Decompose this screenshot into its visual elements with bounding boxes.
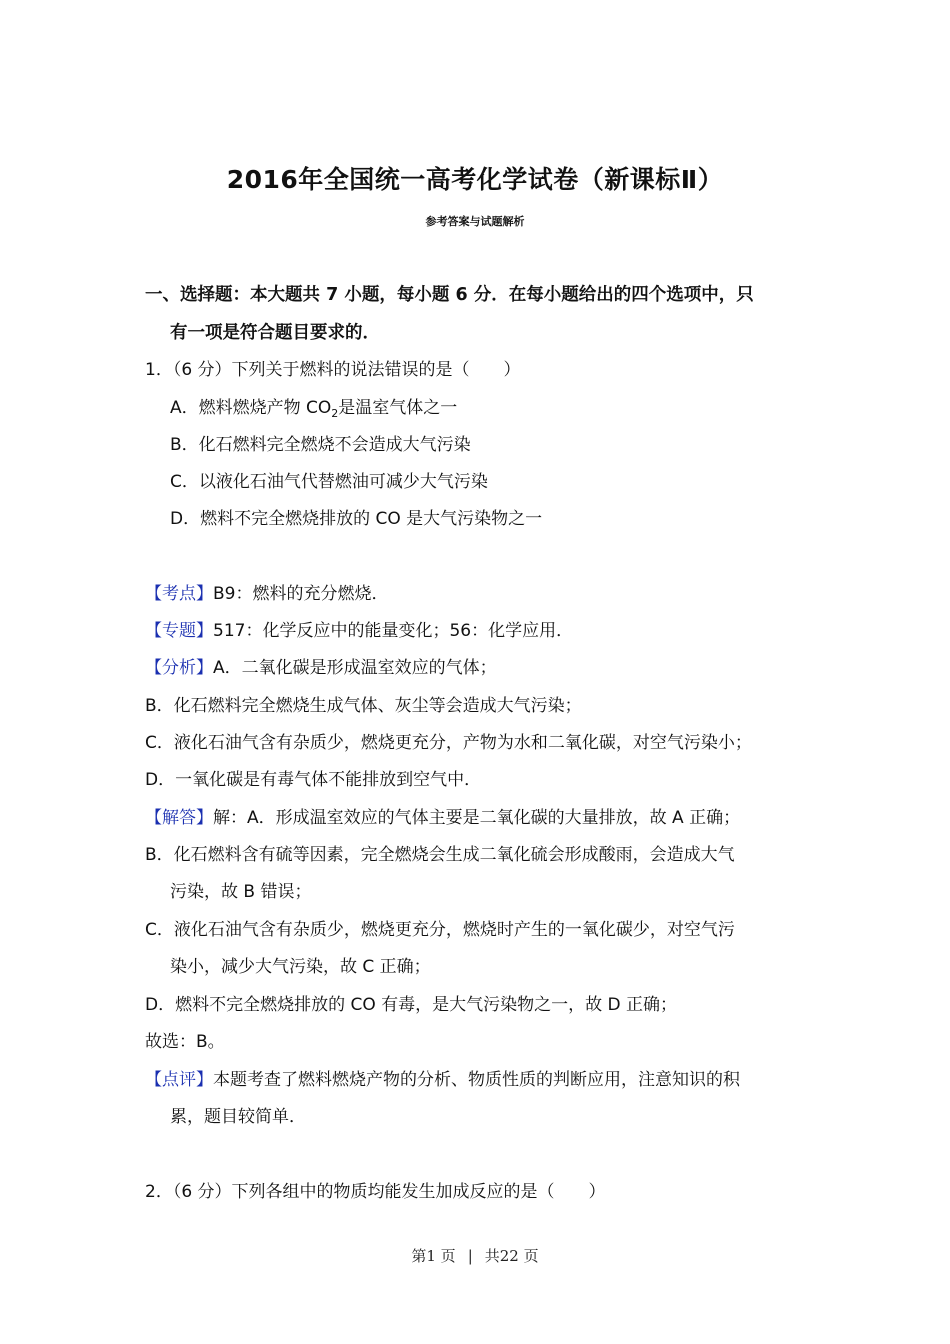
q1-option-b: B．化石燃料完全燃烧不会造成大气污染 [170, 435, 471, 455]
dianping-tag: 【点评】 [145, 1070, 213, 1090]
q1-jieda-c-line1: C．液化石油气含有杂质少，燃烧更充分，燃烧时产生的一氧化碳少，对空气污 [145, 920, 735, 940]
section-heading-line2: 有一项是符合题目要求的． [170, 323, 380, 343]
q1-kaodian [145, 582, 815, 606]
zhuanti-tag: 【专题】 [145, 621, 213, 641]
footer-total-pages: 共22 页 [484, 1247, 539, 1265]
kaodian-text: B9：燃料的充分燃烧． [213, 584, 389, 604]
page-footer [0, 1245, 950, 1266]
q1-option-a-subscript: 2 [331, 407, 339, 420]
jieda-tag: 【解答】 [145, 808, 213, 828]
q1-option-c: C．以液化石油气代替燃油可减少大气污染 [170, 472, 488, 492]
q1-jieda-b-line1: B．化石燃料含有硫等因素，完全燃烧会生成二氧化硫会形成酸雨，会造成大气 [145, 845, 735, 865]
q1-option-a-text-end: 是温室气体之一 [338, 398, 458, 418]
q1-answer: 故选：B。 [145, 1032, 225, 1052]
section-heading-line1: 一、选择题：本大题共 7 小题，每小题 6 分．在每小题给出的四个选项中，只 [145, 285, 754, 305]
q1-jieda-b-line2: 污染，故 B 错误； [170, 882, 312, 902]
q1-fenxi-c: C．液化石油气含有杂质少，燃烧更充分，产物为水和二氧化碳，对空气污染小； [145, 733, 752, 753]
footer-page-number: 第1 页 [411, 1247, 456, 1265]
q1-dianping [145, 1068, 815, 1092]
q1-fenxi [145, 656, 815, 680]
page-subtitle: 参考答案与试题解析 [425, 215, 525, 228]
q1-fenxi-b: B．化石燃料完全燃烧生成气体、灰尘等会造成大气污染； [145, 696, 582, 716]
q1-option-d: D．燃料不完全燃烧排放的 CO 是大气污染物之一 [170, 509, 543, 529]
q1-fenxi-d: D．一氧化碳是有毒气体不能排放到空气中． [145, 770, 482, 790]
page-title: 2016年全国统一高考化学试卷（新课标Ⅱ） [226, 165, 724, 194]
zhuanti-text: 517：化学反应中的能量变化；56：化学应用． [213, 621, 574, 641]
dianping-line1: 本题考查了燃料燃烧产物的分析、物质性质的判断应用，注意知识的积 [213, 1070, 740, 1090]
q1-jieda [145, 806, 815, 830]
q1-zhuanti [145, 619, 815, 643]
q1-jieda-c-line2: 染小，减少大气污染，故 C 正确； [170, 957, 431, 977]
q1-jieda-d: D．燃料不完全燃烧排放的 CO 有毒，是大气污染物之一，故 D 正确； [145, 995, 678, 1015]
fenxi-tag: 【分析】 [145, 658, 213, 678]
q1-option-a-text: A．燃料燃烧产物 CO [170, 398, 332, 418]
q1-option-a [170, 396, 840, 420]
fenxi-a: A．二氧化碳是形成温室效应的气体； [213, 658, 497, 678]
kaodian-tag: 【考点】 [145, 584, 213, 604]
question-2-stem: 2．（6 分）下列各组中的物质均能发生加成反应的是（ ） [145, 1182, 606, 1202]
q1-dianping-line2: 累，题目较简单． [170, 1107, 306, 1127]
jieda-a: 解：A．形成温室效应的气体主要是二氧化碳的大量排放，故 A 正确； [213, 808, 741, 828]
question-1-stem: 1．（6 分）下列关于燃料的说法错误的是（ ） [145, 360, 521, 380]
footer-separator: | [467, 1247, 473, 1265]
